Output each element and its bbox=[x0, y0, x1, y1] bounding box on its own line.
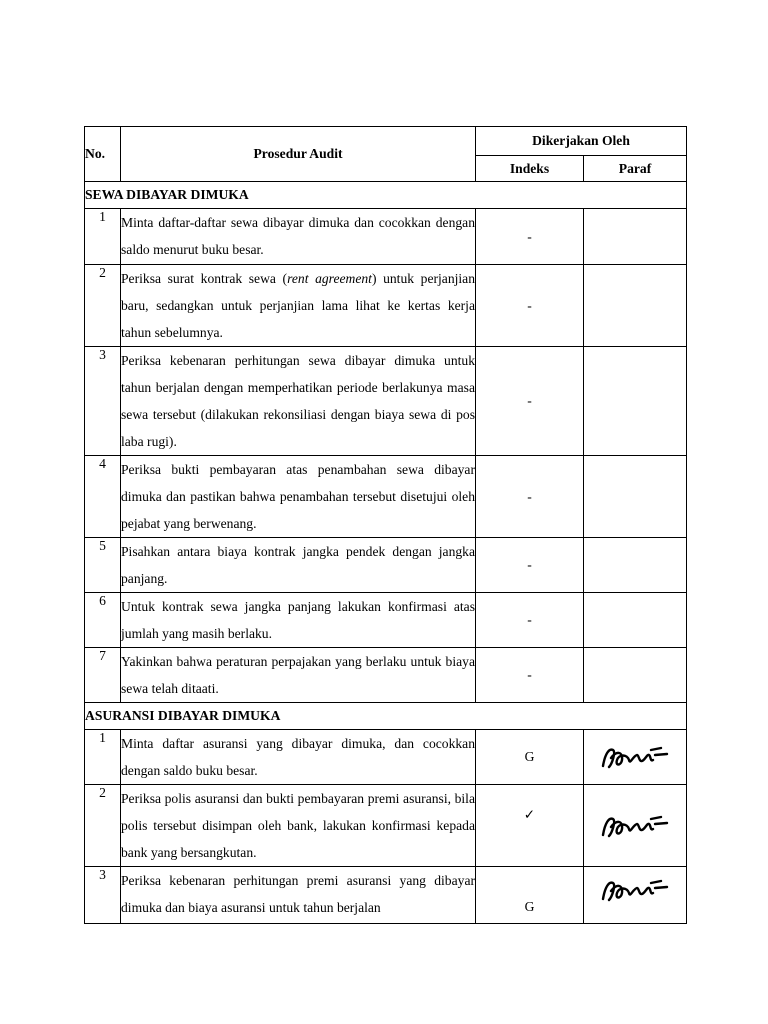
table-row bbox=[85, 456, 687, 538]
row-number: 5 bbox=[85, 538, 121, 593]
row-number: 2 bbox=[85, 265, 121, 347]
row-number: 2 bbox=[85, 785, 121, 867]
procedure-text: Pisahkan antara biaya kontrak jangka pendek dengan jangka panjang. bbox=[121, 538, 476, 593]
index-mark: - bbox=[476, 209, 584, 265]
header-dikerjakan: Dikerjakan Oleh bbox=[476, 127, 687, 156]
row-number: 1 bbox=[85, 209, 121, 265]
row-number: 6 bbox=[85, 593, 121, 648]
procedure-text-part: Periksa surat kontrak sewa ( bbox=[121, 271, 288, 286]
audit-procedure-table bbox=[84, 126, 687, 924]
index-mark: G bbox=[476, 730, 584, 785]
procedure-text: Periksa bukti pembayaran atas penambahan sewa dibayar dimuka dan pastikan bahwa penambahan tersebut disetujui oleh pejabat yang berwenang. bbox=[121, 456, 476, 538]
table-row bbox=[85, 730, 687, 785]
table-row bbox=[85, 593, 687, 648]
section-title: ASURANSI DIBAYAR DIMUKA bbox=[85, 703, 687, 730]
row-number: 3 bbox=[85, 347, 121, 456]
paraf-cell bbox=[584, 538, 687, 593]
index-mark: - bbox=[476, 538, 584, 593]
paraf-cell bbox=[584, 593, 687, 648]
row-number: 3 bbox=[85, 867, 121, 924]
index-mark: - bbox=[476, 456, 584, 538]
paraf-cell bbox=[584, 209, 687, 265]
signature-icon bbox=[599, 740, 671, 774]
header-indeks: Indeks bbox=[476, 156, 584, 182]
signature-icon bbox=[599, 873, 671, 907]
paraf-cell bbox=[584, 265, 687, 347]
table-row bbox=[85, 347, 687, 456]
table-row bbox=[85, 265, 687, 347]
header-no: No. bbox=[85, 127, 121, 182]
row-number: 1 bbox=[85, 730, 121, 785]
row-number: 4 bbox=[85, 456, 121, 538]
table-row bbox=[85, 209, 687, 265]
header-prosedur: Prosedur Audit bbox=[121, 127, 476, 182]
index-mark: - bbox=[476, 347, 584, 456]
procedure-text bbox=[121, 265, 476, 347]
procedure-text-part: ) untuk perjanjian baru, sedangkan untuk perjanjian lama lihat ke kertas kerja tahun sebelumnya. bbox=[121, 271, 475, 340]
table-row bbox=[85, 538, 687, 593]
paraf-cell bbox=[584, 730, 687, 785]
table-row bbox=[85, 785, 687, 867]
paraf-cell bbox=[584, 867, 687, 924]
signature-icon bbox=[599, 809, 671, 843]
row-number: 7 bbox=[85, 648, 121, 703]
paraf-cell bbox=[584, 785, 687, 867]
procedure-text-italic: rent agreement bbox=[287, 271, 372, 286]
procedure-text: Minta daftar asuransi yang dibayar dimuka, dan cocokkan dengan saldo buku besar. bbox=[121, 730, 476, 785]
procedure-text: Periksa polis asuransi dan bukti pembayaran premi asuransi, bila polis tersebut disimpan oleh bank, lakukan konfirmasi kepada bank yang bersangkutan. bbox=[121, 785, 476, 867]
header-paraf: Paraf bbox=[584, 156, 687, 182]
procedure-text: Periksa kebenaran perhitungan sewa dibayar dimuka untuk tahun berjalan dengan memperhatikan periode berlakunya masa sewa tersebut (dilakukan rekonsiliasi dengan biaya sewa di pos laba rugi). bbox=[121, 347, 476, 456]
paraf-cell bbox=[584, 456, 687, 538]
procedure-text: Untuk kontrak sewa jangka panjang lakukan konfirmasi atas jumlah yang masih berlaku. bbox=[121, 593, 476, 648]
table-row bbox=[85, 648, 687, 703]
procedure-text: Minta daftar-daftar sewa dibayar dimuka dan cocokkan dengan saldo menurut buku besar. bbox=[121, 209, 476, 265]
index-mark: - bbox=[476, 265, 584, 347]
index-mark: ✓ bbox=[476, 785, 584, 867]
index-mark: - bbox=[476, 648, 584, 703]
index-mark: G bbox=[476, 867, 584, 924]
paraf-cell bbox=[584, 347, 687, 456]
table-row bbox=[85, 867, 687, 924]
procedure-text: Yakinkan bahwa peraturan perpajakan yang berlaku untuk biaya sewa telah ditaati. bbox=[121, 648, 476, 703]
section-title: SEWA DIBAYAR DIMUKA bbox=[85, 182, 687, 209]
procedure-text: Periksa kebenaran perhitungan premi asuransi yang dibayar dimuka dan biaya asuransi untuk tahun berjalan bbox=[121, 867, 476, 924]
index-mark: - bbox=[476, 593, 584, 648]
paraf-cell bbox=[584, 648, 687, 703]
